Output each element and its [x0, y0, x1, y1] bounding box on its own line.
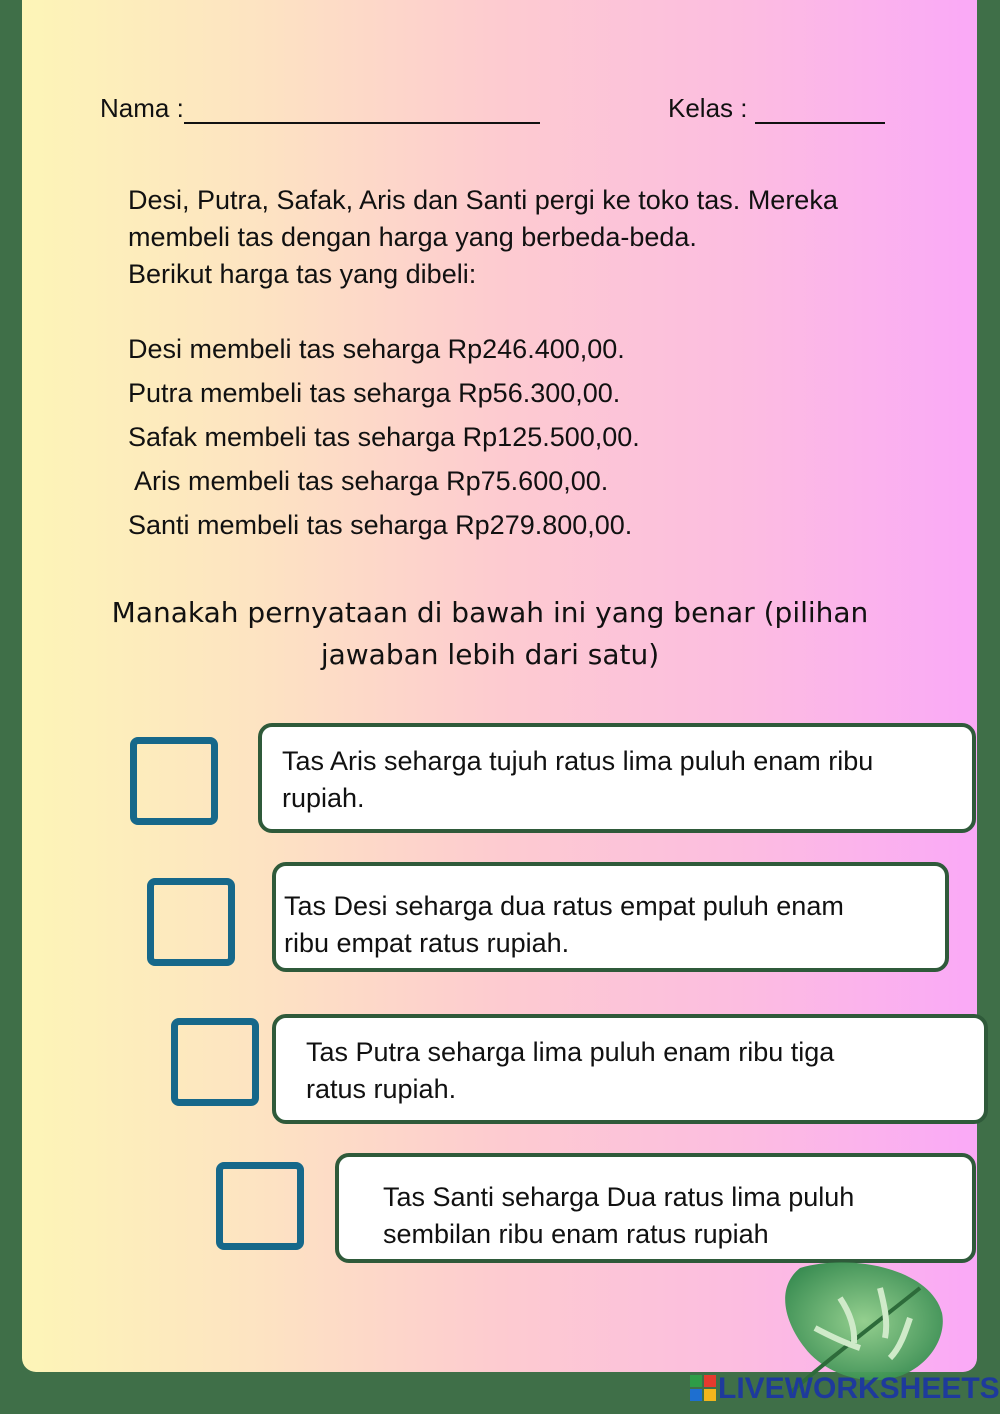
- name-field: [100, 92, 540, 124]
- option-text: sembilan ribu enam ratus rupiah: [383, 1219, 769, 1249]
- question-line: jawaban lebih dari satu): [320, 638, 660, 671]
- class-field: [668, 92, 885, 124]
- price-item: Aris membeli tas seharga Rp75.600,00.: [128, 466, 609, 496]
- option-text: rupiah.: [282, 783, 365, 813]
- name-input-line[interactable]: [184, 92, 540, 124]
- option-checkbox[interactable]: [216, 1162, 304, 1250]
- option-text: ratus rupiah.: [306, 1074, 457, 1104]
- question-text: [90, 592, 890, 676]
- price-item: Putra membeli tas seharga Rp56.300,00.: [128, 378, 621, 408]
- option-answer-box[interactable]: [272, 862, 949, 972]
- intro-line: Desi, Putra, Safak, Aris dan Santi pergi ke toko tas. Mereka: [128, 185, 838, 215]
- class-label: Kelas :: [668, 93, 748, 123]
- option-text: Tas Putra seharga lima puluh enam ribu tiga: [306, 1037, 835, 1067]
- option-answer-box[interactable]: [258, 723, 976, 833]
- option-checkbox[interactable]: [130, 737, 218, 825]
- price-item: Desi membeli tas seharga Rp246.400,00.: [128, 334, 625, 364]
- liveworksheets-logo-icon: [690, 1375, 716, 1401]
- option-text: ribu empat ratus rupiah.: [284, 928, 570, 958]
- option-checkbox[interactable]: [147, 878, 235, 966]
- name-label: Nama :: [100, 93, 184, 123]
- option-answer-box[interactable]: [335, 1153, 976, 1263]
- brand-text: LIVEWORKSHEETS: [718, 1372, 1000, 1405]
- option-text: Tas Aris seharga tujuh ratus lima puluh enam ribu: [282, 746, 874, 776]
- option-answer-box[interactable]: [272, 1014, 988, 1124]
- liveworksheets-logo: [690, 1372, 1000, 1406]
- option-text: Tas Santi seharga Dua ratus lima puluh: [383, 1182, 855, 1212]
- option-text: Tas Desi seharga dua ratus empat puluh enam: [284, 891, 844, 921]
- price-item: Safak membeli tas seharga Rp125.500,00.: [128, 422, 640, 452]
- intro-paragraph: [128, 182, 838, 293]
- intro-line: Berikut harga tas yang dibeli:: [128, 259, 477, 289]
- class-input-line[interactable]: [755, 92, 885, 124]
- price-item: Santi membeli tas seharga Rp279.800,00.: [128, 510, 633, 540]
- intro-line: membeli tas dengan harga yang berbeda-beda.: [128, 222, 697, 252]
- question-line: Manakah pernyataan di bawah ini yang benar (pilihan: [111, 596, 869, 629]
- option-checkbox[interactable]: [171, 1018, 259, 1106]
